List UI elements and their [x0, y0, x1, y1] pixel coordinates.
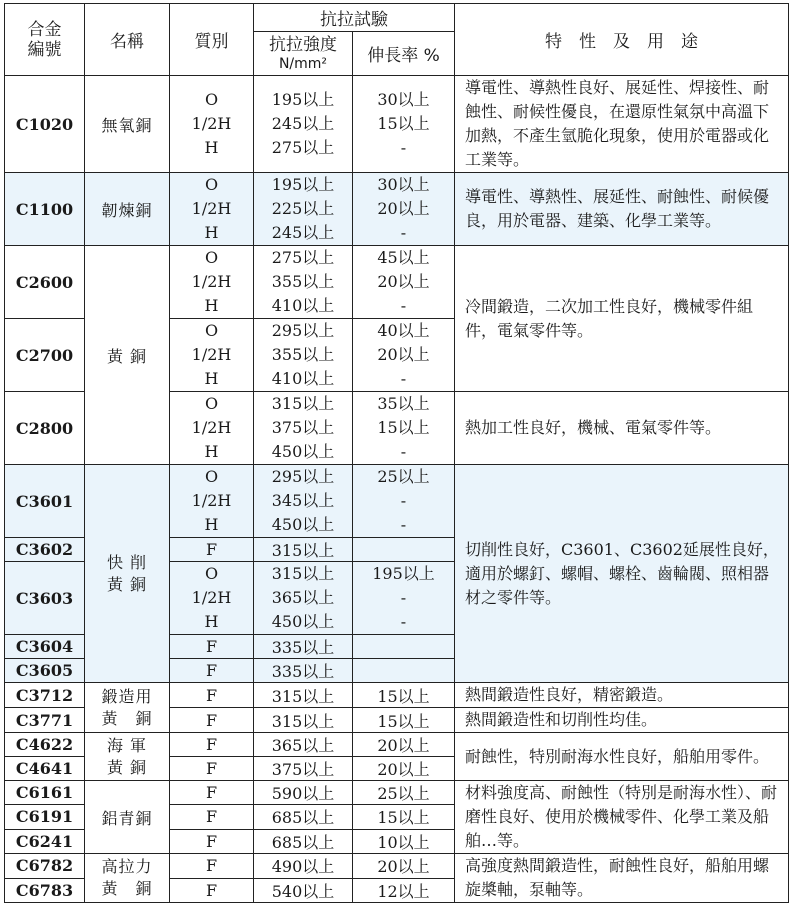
use-cell: 熱間鍛造性良好，精密鍛造。 [455, 683, 789, 708]
alloy-name: 鋁青銅 [85, 781, 170, 854]
elongation-cell: 15以上 [353, 708, 455, 733]
table-row [5, 854, 789, 879]
use-cell: 高強度熱間鍛造性，耐蝕性良好，船舶用螺旋槳軸，泵軸等。 [455, 854, 789, 903]
strength-cell: 295以上 345以上 450以上 [254, 465, 353, 538]
strength-cell: 195以上 245以上 275以上 [254, 76, 353, 173]
elongation-cell: 35以上 15以上 - [353, 392, 455, 465]
alloy-code: C4641 [5, 757, 85, 781]
elongation-cell: 30以上 15以上 - [353, 76, 455, 173]
elongation-cell: 20以上 [353, 733, 455, 757]
alloy-code: C6783 [5, 878, 85, 903]
table-row [5, 246, 789, 319]
strength-cell: 315以上 365以上 450以上 [254, 562, 353, 635]
temper-cell: F [170, 683, 254, 708]
header-temper: 質別 [170, 4, 254, 76]
alloy-code: C2800 [5, 392, 85, 465]
strength-cell: 315以上 [254, 708, 353, 733]
strength-cell: 490以上 [254, 854, 353, 879]
alloy-name: 高拉力 黃 銅 [85, 854, 170, 903]
elongation-cell: 40以上 20以上 - [353, 319, 455, 392]
alloy-code: C3604 [5, 635, 85, 659]
temper-cell: F [170, 708, 254, 733]
table-row [5, 733, 789, 757]
elongation-cell: 15以上 [353, 683, 455, 708]
header-tensile-strength: 抗拉強度 N/mm² [254, 32, 353, 76]
header-elongation: 伸長率 % [353, 32, 455, 76]
use-cell: 導電性、導熱性良好、展延性、焊接性、耐蝕性、耐候性優良，在還原性氣氛中高溫下加熱，不產生氫脆化現象，使用於電器或化工業等。 [455, 76, 789, 173]
copper-alloy-table [4, 3, 789, 903]
strength-cell: 195以上 225以上 245以上 [254, 173, 353, 246]
table-row [5, 781, 789, 805]
table-row [5, 173, 789, 246]
temper-cell: O 1/2H H [170, 76, 254, 173]
strength-cell: 365以上 [254, 733, 353, 757]
elongation-cell: 20以上 [353, 757, 455, 781]
alloy-name: 海 軍 黃 銅 [85, 733, 170, 781]
elongation-cell: 10以上 [353, 829, 455, 853]
elongation-cell [353, 538, 455, 562]
alloy-name: 韌煉銅 [85, 173, 170, 246]
alloy-name: 無氧銅 [85, 76, 170, 173]
table-row [5, 76, 789, 173]
use-cell: 熱加工性良好，機械、電氣零件等。 [455, 392, 789, 465]
elongation-cell: 25以上 [353, 781, 455, 805]
elongation-cell: 195以上 - - [353, 562, 455, 635]
alloy-code: C6161 [5, 781, 85, 805]
temper-cell: O 1/2H H [170, 173, 254, 246]
elongation-cell: 12以上 [353, 878, 455, 903]
use-cell: 材料強度高、耐蝕性（特別是耐海水性）、耐磨性良好、使用於機械零件、化學工業及船舶…等。 [455, 781, 789, 854]
strength-cell: 335以上 [254, 659, 353, 683]
strength-cell: 375以上 [254, 757, 353, 781]
table-body [5, 76, 789, 903]
use-cell: 導電性、導熱性、展延性、耐蝕性、耐候優良，用於電器、建築、化學工業等。 [455, 173, 789, 246]
alloy-code: C1100 [5, 173, 85, 246]
temper-cell: F [170, 733, 254, 757]
temper-cell: F [170, 781, 254, 805]
alloy-code: C3771 [5, 708, 85, 733]
alloy-code: C3605 [5, 659, 85, 683]
alloy-code: C3712 [5, 683, 85, 708]
temper-cell: F [170, 878, 254, 903]
header-alloy-code: 合金 編號 [5, 4, 85, 76]
alloy-name: 黃 銅 [85, 246, 170, 465]
alloy-code: C3601 [5, 465, 85, 538]
elongation-cell: 15以上 [353, 805, 455, 829]
elongation-cell: 20以上 [353, 854, 455, 879]
strength-cell: 335以上 [254, 635, 353, 659]
temper-cell: O 1/2H H [170, 562, 254, 635]
strength-cell: 295以上 355以上 410以上 [254, 319, 353, 392]
strength-cell: 315以上 375以上 450以上 [254, 392, 353, 465]
elongation-cell [353, 635, 455, 659]
alloy-name: 鍛造用 黃 銅 [85, 683, 170, 733]
strength-cell: 685以上 [254, 805, 353, 829]
alloy-code: C3602 [5, 538, 85, 562]
use-cell: 耐蝕性，特別耐海水性良好，船舶用零件。 [455, 733, 789, 781]
elongation-cell: 45以上 20以上 - [353, 246, 455, 319]
use-cell: 熱間鍛造性和切削性均佳。 [455, 708, 789, 733]
header-tensile-test: 抗拉試驗 [254, 4, 455, 32]
strength-cell: 315以上 [254, 683, 353, 708]
strength-cell: 540以上 [254, 878, 353, 903]
temper-cell: F [170, 805, 254, 829]
strength-cell: 590以上 [254, 781, 353, 805]
header-properties-uses: 特 性 及 用 途 [455, 4, 789, 76]
temper-cell: O 1/2H H [170, 246, 254, 319]
elongation-cell: 30以上 20以上 - [353, 173, 455, 246]
use-cell: 切削性良好，C3601、C3602延展性良好，適用於螺釘、螺帽、螺栓、齒輪閥、照相器材之零件等。 [455, 465, 789, 683]
elongation-cell [353, 659, 455, 683]
strength-cell: 685以上 [254, 829, 353, 853]
use-cell: 冷間鍛造，二次加工性良好，機械零件組件，電氣零件等。 [455, 246, 789, 392]
temper-cell: F [170, 659, 254, 683]
alloy-code: C1020 [5, 76, 85, 173]
temper-cell: F [170, 538, 254, 562]
table-row [5, 683, 789, 708]
elongation-cell: 25以上 - - [353, 465, 455, 538]
strength-cell: 275以上 355以上 410以上 [254, 246, 353, 319]
temper-cell: F [170, 854, 254, 879]
temper-cell: O 1/2H H [170, 465, 254, 538]
alloy-code: C2700 [5, 319, 85, 392]
alloy-code: C3603 [5, 562, 85, 635]
temper-cell: O 1/2H H [170, 319, 254, 392]
temper-cell: F [170, 635, 254, 659]
strength-cell: 315以上 [254, 538, 353, 562]
alloy-code: C2600 [5, 246, 85, 319]
header-name: 名稱 [85, 4, 170, 76]
alloy-code: C4622 [5, 733, 85, 757]
temper-cell: F [170, 757, 254, 781]
temper-cell: O 1/2H H [170, 392, 254, 465]
temper-cell: F [170, 829, 254, 853]
table-row [5, 465, 789, 538]
alloy-code: C6782 [5, 854, 85, 879]
alloy-name: 快 削 黃 銅 [85, 465, 170, 683]
alloy-code: C6191 [5, 805, 85, 829]
alloy-code: C6241 [5, 829, 85, 853]
